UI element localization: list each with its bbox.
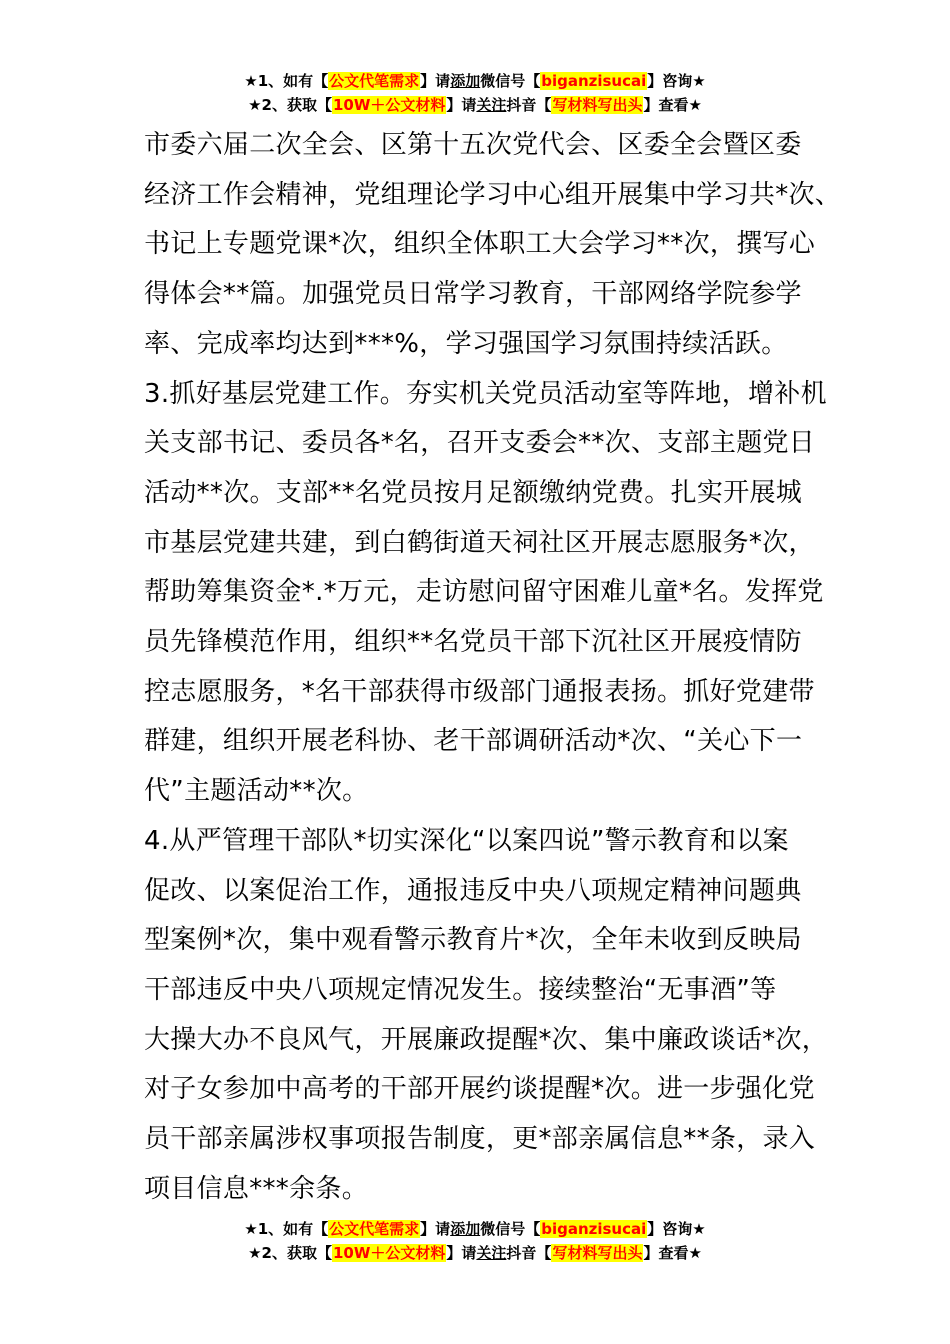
promo-text: 】请 (446, 1244, 477, 1262)
promo-underline: 添加 (450, 72, 481, 90)
section-4-heading-line: 4.从严管理干部队*切实深化“以案四说”警示教育和以案 (144, 825, 789, 856)
promo-underline: 关注 (476, 96, 507, 114)
body-line: 员干部亲属涉权事项报告制度，更*部亲属信息**条，录入 (144, 1124, 816, 1155)
body-line: 经济工作会精神，党组理论学习中心组开展集中学习共*次、 (144, 179, 842, 210)
promo-wechat-id: biganzisucai (541, 1220, 647, 1238)
promo-text: 】请 (420, 1220, 451, 1238)
document-body (144, 121, 842, 1214)
body-line: 活动**次。支部**名党员按月足额缴纳党费。扎实开展城 (144, 477, 803, 508)
body-line: 书记上专题党课*次，组织全体职工大会学习**次，撰写心 (144, 229, 816, 260)
body-line: 大操大办不良风气，开展廉政提醒*次、集中廉政谈话*次， (144, 1024, 829, 1055)
promo-text: ★1、如有【 (244, 72, 329, 90)
promo-line-2 (0, 1242, 950, 1266)
promo-text: 微信号【 (480, 72, 541, 90)
body-line: 员先锋模范作用，组织**名党员干部下沉社区开展疫情防 (144, 627, 802, 658)
promo-wechat-id: biganzisucai (541, 72, 647, 90)
promo-banner-bottom (0, 1218, 950, 1266)
body-line: 市委六届二次全会、区第十五次党代会、区委全会暨区委 (144, 130, 802, 160)
promo-banner-top (0, 70, 950, 118)
body-line: 关支部书记、委员各*名，召开支委会**次、支部主题党日 (144, 428, 816, 459)
promo-text: 】请 (420, 72, 451, 90)
promo-highlight: 10W＋公文材料 (332, 1244, 446, 1262)
body-line: 控志愿服务，*名干部获得市级部门通报表扬。抓好党建带 (144, 676, 815, 707)
body-line: 市基层党建共建，到白鹤街道天祠社区开展志愿服务*次， (144, 527, 815, 558)
promo-line-1 (0, 70, 950, 94)
promo-line-1 (0, 1218, 950, 1242)
promo-text: 】查看★ (643, 1244, 702, 1262)
body-line: 对子女参加中高考的干部开展约谈提醒*次。进一步强化党 (144, 1074, 815, 1105)
promo-underline: 添加 (450, 1220, 481, 1238)
promo-highlight: 10W＋公文材料 (332, 96, 446, 114)
body-line: 干部违反中央八项规定情况发生。接续整治“无事酒”等 (144, 974, 777, 1005)
body-line: 帮助筹集资金*.*万元，走访慰问留守困难儿童*名。发挥党 (144, 577, 824, 608)
section-3-heading-line: 3.抓好基层党建工作。夯实机关党员活动室等阵地，增补机 (144, 378, 827, 409)
promo-douyin-id: 写材料写出头 (552, 96, 643, 114)
body-line: 促改、以案促治工作，通报违反中央八项规定精神问题典 (144, 875, 802, 906)
promo-text: 微信号【 (480, 1220, 541, 1238)
promo-underline: 关注 (476, 1244, 507, 1262)
promo-douyin-id: 写材料写出头 (552, 1244, 643, 1262)
promo-text: 抖音【 (506, 96, 552, 114)
promo-text: 】咨询★ (647, 1220, 706, 1238)
promo-text: 】咨询★ (647, 72, 706, 90)
body-line: 代”主题活动**次。 (144, 776, 369, 807)
promo-text: ★1、如有【 (244, 1220, 329, 1238)
promo-text: 】查看★ (643, 96, 702, 114)
promo-text: 抖音【 (506, 1244, 552, 1262)
body-line: 项目信息***余条。 (144, 1173, 369, 1204)
promo-line-2 (0, 94, 950, 118)
promo-highlight: 公文代笔需求 (329, 1220, 420, 1238)
body-line: 群建，组织开展老科协、老干部调研活动*次、“关心下一 (144, 726, 803, 757)
promo-text: ★2、获取【 (248, 1244, 332, 1262)
promo-highlight: 公文代笔需求 (329, 72, 420, 90)
body-line: 型案例*次，集中观看警示教育片*次，全年未收到反映局 (144, 925, 802, 956)
body-line: 得体会**篇。加强党员日常学习教育，干部网络学院参学 (144, 279, 802, 310)
promo-text: 】请 (446, 96, 477, 114)
body-line: 率、完成率均达到***%，学习强国学习氛围持续活跃。 (144, 328, 788, 359)
promo-text: ★2、获取【 (248, 96, 332, 114)
